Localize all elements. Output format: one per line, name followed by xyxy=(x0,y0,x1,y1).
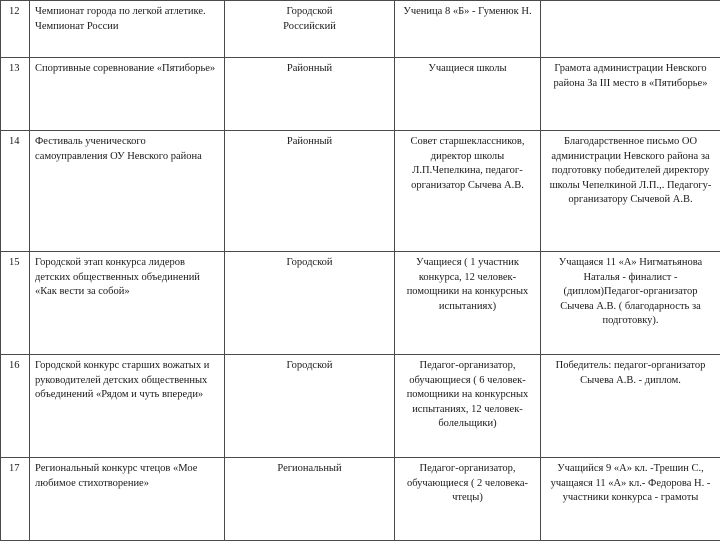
event-participants: Учащиеся ( 1 участник конкурса, 12 человек-помощники на конкурсных испытаниях) xyxy=(395,252,541,355)
event-level: Городской xyxy=(225,355,395,458)
event-participants: Педагог-организатор, обучающиеся ( 2 человека-чтецы) xyxy=(395,458,541,541)
event-level: Городской Российский xyxy=(225,1,395,58)
event-name: Городской конкурс старших вожатых и руководителей детских общественных объединений «Рядом и чуть впереди» xyxy=(30,355,225,458)
event-level: Районный xyxy=(225,131,395,252)
row-number: 13 xyxy=(1,58,30,131)
event-name: Региональный конкурс чтецов «Мое любимое стихотворение» xyxy=(30,458,225,541)
table-row xyxy=(1,355,720,458)
table-row xyxy=(1,1,720,58)
event-participants: Ученица 8 «Б» - Гуменюк Н. xyxy=(395,1,541,58)
table-row xyxy=(1,131,720,252)
row-number: 16 xyxy=(1,355,30,458)
event-participants: Учащиеся школы xyxy=(395,58,541,131)
row-number: 15 xyxy=(1,252,30,355)
event-result xyxy=(541,1,720,58)
event-result: Победитель: педагог-организатор Сычева А.В. - диплом. xyxy=(541,355,720,458)
event-level: Региональный xyxy=(225,458,395,541)
event-result: Учащийся 9 «А» кл. -Трешин С., учащаяся 11 «А» кл.- Федорова Н. - участники конкурса - грамоты xyxy=(541,458,720,541)
event-result: Грамота администрации Невского района За III место в «Пятиборье» xyxy=(541,58,720,131)
event-participants: Педагог-организатор, обучающиеся ( 6 человек-помощники на конкурсных испытаниях, 12 человек-болельщики) xyxy=(395,355,541,458)
event-name: Городской этап конкурса лидеров детских общественных объединений «Как вести за собой» xyxy=(30,252,225,355)
event-result: Благодарственное письмо ОО администрации Невского района за подготовку победителей директору школы Чепелкиной Л.П.,. Педагогу-организатору Сычевой А.В. xyxy=(541,131,720,252)
event-participants: Совет старшеклассников, директор школы Л.П.Чепелкина, педагог-организатор Сычева А.В. xyxy=(395,131,541,252)
event-result: Учащаяся 11 «А» Нигматьянова Наталья - финалист - (диплом)Педагог-организатор Сычева А.В. ( благодарность за подготовку). xyxy=(541,252,720,355)
event-name: Чемпионат города по легкой атлетике. Чемпионат России xyxy=(30,1,225,58)
event-name: Спортивные соревнование «Пятиборье» xyxy=(30,58,225,131)
table-row xyxy=(1,58,720,131)
table-row xyxy=(1,458,720,541)
table-row xyxy=(1,252,720,355)
event-level: Городской xyxy=(225,252,395,355)
row-number: 17 xyxy=(1,458,30,541)
event-name: Фестиваль ученического самоуправления ОУ Невского района xyxy=(30,131,225,252)
row-number: 14 xyxy=(1,131,30,252)
event-level: Районный xyxy=(225,58,395,131)
row-number: 12 xyxy=(1,1,30,58)
